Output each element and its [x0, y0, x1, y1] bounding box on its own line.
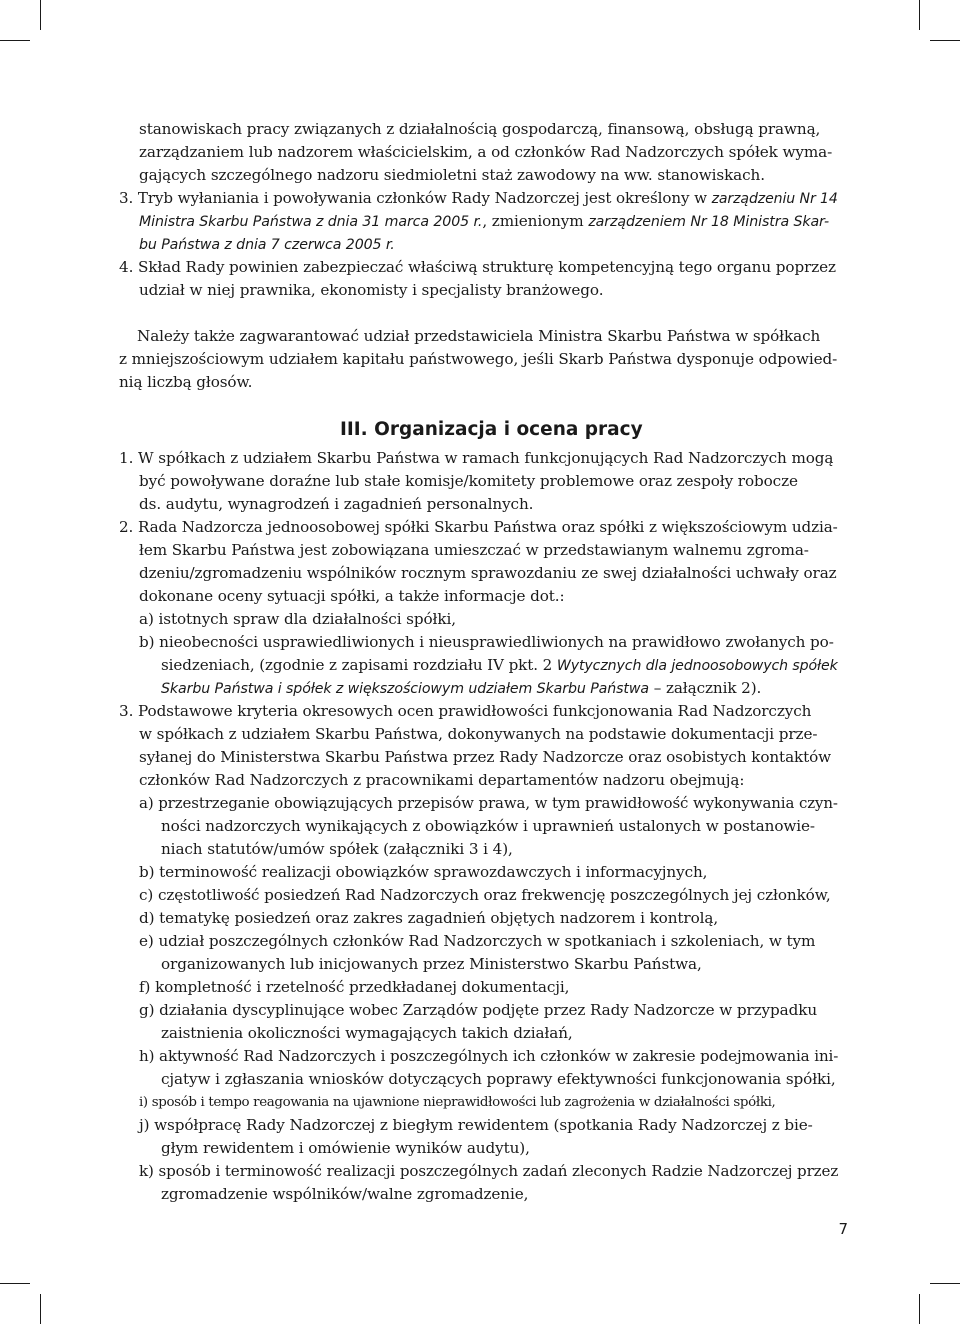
crop-mark-top-right-v — [919, 0, 920, 30]
text-line: dzeniu/zgromadzeniu wspólników rocznym sprawozdaniu ze swej działalności uchwały oraz — [139, 564, 837, 582]
text-line: niach statutów/umów spółek (załączniki 3 i 4), — [161, 840, 513, 858]
text-line: siedzeniach, (zgodnie z zapisami rozdziału IV pkt. 2 Wytycznych dla jednoosobowych spółek — [161, 656, 838, 674]
text-line: dokonane oceny sytuacji spółki, a także informacje dot.: — [139, 587, 565, 605]
crop-mark-top-right-h — [930, 40, 960, 41]
text-line: ds. audytu, wynagrodzeń i zagadnień personalnych. — [139, 495, 534, 513]
text-line: gających szczególnego nadzoru siedmioletni staż zawodowy na ww. stanowiskach. — [139, 166, 765, 184]
crop-mark-top-left-h — [0, 40, 30, 41]
text-line: cjatyw i zgłaszania wniosków dotyczących poprawy efektywności funkcjonowania spółki, — [161, 1070, 836, 1088]
crop-mark-bottom-right-v — [919, 1294, 920, 1324]
text-line: stanowiskach pracy związanych z działalnością gospodarczą, finansową, obsługą prawną, — [139, 120, 821, 138]
page-number: 7 — [838, 1220, 848, 1238]
section-heading: III. Organizacja i ocena pracy — [340, 419, 643, 440]
text-line: 3. Tryb wyłaniania i powoływania członków Rady Nadzorczej jest określony w zarządzeniu Nr 14 — [119, 189, 838, 207]
list-item: g) działania dyscyplinujące wobec Zarządów podjęte przez Rady Nadzorcze w przypadku — [139, 1001, 818, 1019]
crop-mark-bottom-left-v — [40, 1294, 41, 1324]
crop-mark-bottom-right-h — [930, 1283, 960, 1284]
text-line: zaistnienia okoliczności wymagających takich działań, — [161, 1024, 573, 1042]
text-line: 1. W spółkach z udziałem Skarbu Państwa w ramach funkcjonujących Rad Nadzorczych mogą — [119, 449, 834, 467]
text-line: ności nadzorczych wynikających z obowiązków i uprawnień ustalonych w postanowie- — [161, 817, 815, 835]
list-item: e) udział poszczególnych członków Rad Nadzorczych w spotkaniach i szkoleniach, w tym — [139, 932, 816, 950]
list-item: f) kompletność i rzetelność przedkładanej dokumentacji, — [139, 978, 570, 996]
text-line: bu Państwa z dnia 7 czerwca 2005 r. — [139, 237, 395, 253]
text-line: Skarbu Państwa i spółek z większościowym udziałem Skarbu Państwa – załącznik 2). — [161, 679, 762, 697]
text-line: zgromadzenie wspólników/walne zgromadzenie, — [161, 1185, 529, 1203]
text-line: z mniejszościowym udziałem kapitału państwowego, jeśli Skarb Państwa dysponuje odpowied- — [119, 350, 838, 368]
text-line: Należy także zagwarantować udział przedstawiciela Ministra Skarbu Państwa w spółkach — [137, 327, 821, 345]
list-item: d) tematykę posiedzeń oraz zakres zagadnień objętych nadzorem i kontrolą, — [139, 909, 719, 927]
text-line: nią liczbą głosów. — [119, 373, 253, 391]
text-line: 4. Skład Rady powinien zabezpieczać właściwą strukturę kompetencyjną tego organu poprzez — [119, 258, 836, 276]
text-line: 3. Podstawowe kryteria okresowych ocen prawidłowości funkcjonowania Rad Nadzorczych — [119, 702, 812, 720]
list-item: i) sposób i tempo reagowania na ujawnione nieprawidłowości lub zagrożenia w działalności spółki, — [139, 1095, 776, 1110]
text-line: udział w niej prawnika, ekonomisty i specjalisty branżowego. — [139, 281, 604, 299]
list-item: h) aktywność Rad Nadzorczych i poszczególnych ich członków w zakresie podejmowania ini- — [139, 1047, 839, 1065]
list-item: b) terminowość realizacji obowiązków sprawozdawczych i informacyjnych, — [139, 863, 708, 881]
text-line: w spółkach z udziałem Skarbu Państwa, dokonywanych na podstawie dokumentacji prze- — [139, 725, 818, 743]
text-line: łem Skarbu Państwa jest zobowiązana umieszczać w przedstawianym walnemu zgroma- — [139, 541, 809, 559]
list-item: k) sposób i terminowość realizacji poszczególnych zadań zleconych Radzie Nadzorczej przez — [139, 1162, 839, 1180]
text-line: członków Rad Nadzorczych z pracownikami departamentów nadzoru obejmują: — [139, 771, 745, 789]
list-item: a) przestrzeganie obowiązujących przepisów prawa, w tym prawidłowość wykonywania czyn- — [139, 794, 838, 812]
text-line: organizowanych lub inicjowanych przez Ministerstwo Skarbu Państwa, — [161, 955, 702, 973]
text-line: syłanej do Ministerstwa Skarbu Państwa przez Rady Nadzorcze oraz osobistych kontaktów — [139, 748, 832, 766]
crop-mark-top-left-v — [40, 0, 41, 30]
text-line: 2. Rada Nadzorcza jednoosobowej spółki Skarbu Państwa oraz spółki z większościowym udzia- — [119, 518, 838, 536]
text-line: głym rewidentem i omówienie wyników audytu), — [161, 1139, 530, 1157]
list-item: c) częstotliwość posiedzeń Rad Nadzorczych oraz frekwencję poszczególnych jej członków, — [139, 886, 831, 904]
list-item: b) nieobecności usprawiedliwionych i nieusprawiedliwionych na prawidłowo zwołanych po- — [139, 633, 834, 651]
list-item: a) istotnych spraw dla działalności spółki, — [139, 610, 456, 628]
text-line: być powoływane doraźne lub stałe komisje/komitety problemowe oraz zespoły robocze — [139, 472, 798, 490]
list-item: j) współpracę Rady Nadzorczej z biegłym rewidentem (spotkania Rady Nadzorczej z bie- — [139, 1116, 813, 1134]
text-line: Ministra Skarbu Państwa z dnia 31 marca 2005 r., zmienionym zarządzeniem Nr 18 Ministra Skar- — [139, 212, 830, 230]
crop-mark-bottom-left-h — [0, 1283, 30, 1284]
text-line: zarządzaniem lub nadzorem właścicielskim, a od członków Rad Nadzorczych spółek wyma- — [139, 143, 833, 161]
